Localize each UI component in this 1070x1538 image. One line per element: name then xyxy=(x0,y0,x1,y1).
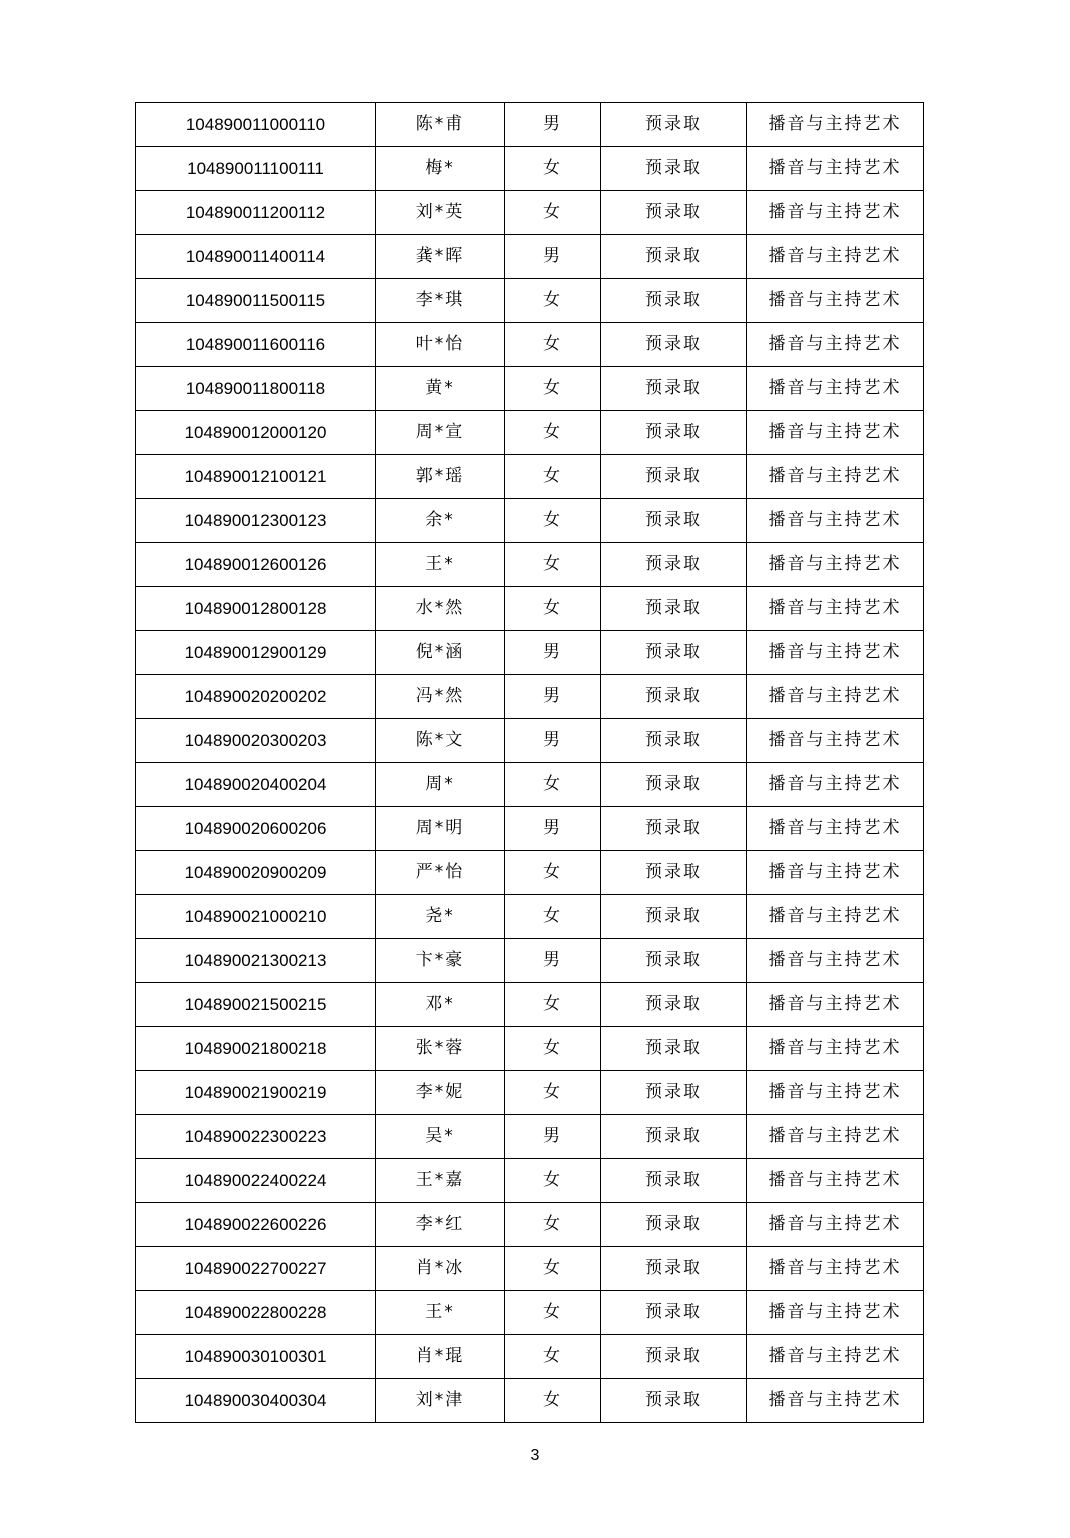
major-cell: 播音与主持艺术 xyxy=(747,1291,924,1335)
gender-cell: 女 xyxy=(505,851,601,895)
candidate-id-cell: 104890021000210 xyxy=(136,895,376,939)
major-cell: 播音与主持艺术 xyxy=(747,587,924,631)
table-row xyxy=(136,499,924,543)
table-row xyxy=(136,675,924,719)
admission-status-cell: 预录取 xyxy=(601,939,747,983)
admission-status-cell: 预录取 xyxy=(601,103,747,147)
candidate-name-cell: 倪*涵 xyxy=(376,631,505,675)
admission-status-cell: 预录取 xyxy=(601,1027,747,1071)
gender-cell: 男 xyxy=(505,103,601,147)
admission-status-cell: 预录取 xyxy=(601,631,747,675)
admission-status-cell: 预录取 xyxy=(601,587,747,631)
table-row xyxy=(136,455,924,499)
table-row xyxy=(136,1379,924,1423)
candidate-id-cell: 104890011800118 xyxy=(136,367,376,411)
admission-table-body xyxy=(136,103,924,1423)
table-row xyxy=(136,1203,924,1247)
table-row xyxy=(136,1027,924,1071)
gender-cell: 女 xyxy=(505,323,601,367)
candidate-id-cell: 104890011500115 xyxy=(136,279,376,323)
candidate-id-cell: 104890012100121 xyxy=(136,455,376,499)
gender-cell: 女 xyxy=(505,1291,601,1335)
gender-cell: 男 xyxy=(505,807,601,851)
gender-cell: 男 xyxy=(505,1115,601,1159)
admission-status-cell: 预录取 xyxy=(601,235,747,279)
candidate-id-cell: 104890020900209 xyxy=(136,851,376,895)
table-row xyxy=(136,1159,924,1203)
major-cell: 播音与主持艺术 xyxy=(747,1115,924,1159)
candidate-id-cell: 104890011400114 xyxy=(136,235,376,279)
gender-cell: 女 xyxy=(505,1247,601,1291)
candidate-name-cell: 肖*琨 xyxy=(376,1335,505,1379)
table-row xyxy=(136,279,924,323)
candidate-name-cell: 周* xyxy=(376,763,505,807)
table-row xyxy=(136,367,924,411)
major-cell: 播音与主持艺术 xyxy=(747,983,924,1027)
table-row xyxy=(136,191,924,235)
candidate-name-cell: 周*明 xyxy=(376,807,505,851)
candidate-name-cell: 陈*文 xyxy=(376,719,505,763)
gender-cell: 女 xyxy=(505,455,601,499)
major-cell: 播音与主持艺术 xyxy=(747,1203,924,1247)
gender-cell: 女 xyxy=(505,983,601,1027)
candidate-name-cell: 黄* xyxy=(376,367,505,411)
gender-cell: 女 xyxy=(505,895,601,939)
major-cell: 播音与主持艺术 xyxy=(747,719,924,763)
major-cell: 播音与主持艺术 xyxy=(747,1247,924,1291)
major-cell: 播音与主持艺术 xyxy=(747,1071,924,1115)
admission-status-cell: 预录取 xyxy=(601,1291,747,1335)
admission-status-cell: 预录取 xyxy=(601,191,747,235)
candidate-name-cell: 郭*瑶 xyxy=(376,455,505,499)
candidate-id-cell: 104890022600226 xyxy=(136,1203,376,1247)
admission-status-cell: 预录取 xyxy=(601,1115,747,1159)
major-cell: 播音与主持艺术 xyxy=(747,1335,924,1379)
candidate-name-cell: 王*嘉 xyxy=(376,1159,505,1203)
major-cell: 播音与主持艺术 xyxy=(747,1379,924,1423)
candidate-name-cell: 梅* xyxy=(376,147,505,191)
major-cell: 播音与主持艺术 xyxy=(747,675,924,719)
gender-cell: 女 xyxy=(505,367,601,411)
gender-cell: 女 xyxy=(505,587,601,631)
table-row xyxy=(136,323,924,367)
table-row xyxy=(136,631,924,675)
candidate-name-cell: 周*宣 xyxy=(376,411,505,455)
gender-cell: 男 xyxy=(505,675,601,719)
admission-status-cell: 预录取 xyxy=(601,1379,747,1423)
candidate-name-cell: 叶*怡 xyxy=(376,323,505,367)
admission-status-cell: 预录取 xyxy=(601,851,747,895)
gender-cell: 女 xyxy=(505,763,601,807)
admission-status-cell: 预录取 xyxy=(601,279,747,323)
major-cell: 播音与主持艺术 xyxy=(747,191,924,235)
gender-cell: 女 xyxy=(505,1071,601,1115)
table-row xyxy=(136,939,924,983)
admission-status-cell: 预录取 xyxy=(601,983,747,1027)
candidate-name-cell: 陈*甫 xyxy=(376,103,505,147)
admission-table xyxy=(135,102,924,1423)
table-row xyxy=(136,1247,924,1291)
candidate-id-cell: 104890011000110 xyxy=(136,103,376,147)
candidate-name-cell: 王* xyxy=(376,543,505,587)
table-row xyxy=(136,763,924,807)
candidate-name-cell: 严*怡 xyxy=(376,851,505,895)
candidate-id-cell: 104890022400224 xyxy=(136,1159,376,1203)
candidate-name-cell: 王* xyxy=(376,1291,505,1335)
admission-status-cell: 预录取 xyxy=(601,1071,747,1115)
candidate-id-cell: 104890020300203 xyxy=(136,719,376,763)
gender-cell: 女 xyxy=(505,147,601,191)
candidate-id-cell: 104890022800228 xyxy=(136,1291,376,1335)
candidate-name-cell: 张*蓉 xyxy=(376,1027,505,1071)
candidate-id-cell: 104890022300223 xyxy=(136,1115,376,1159)
admission-status-cell: 预录取 xyxy=(601,719,747,763)
candidate-id-cell: 104890012300123 xyxy=(136,499,376,543)
table-row xyxy=(136,587,924,631)
candidate-name-cell: 肖*冰 xyxy=(376,1247,505,1291)
major-cell: 播音与主持艺术 xyxy=(747,1027,924,1071)
table-row xyxy=(136,807,924,851)
major-cell: 播音与主持艺术 xyxy=(747,851,924,895)
candidate-id-cell: 104890021800218 xyxy=(136,1027,376,1071)
gender-cell: 男 xyxy=(505,631,601,675)
gender-cell: 女 xyxy=(505,1027,601,1071)
candidate-id-cell: 104890012000120 xyxy=(136,411,376,455)
gender-cell: 女 xyxy=(505,543,601,587)
table-row xyxy=(136,895,924,939)
major-cell: 播音与主持艺术 xyxy=(747,103,924,147)
table-row xyxy=(136,983,924,1027)
candidate-name-cell: 刘*津 xyxy=(376,1379,505,1423)
candidate-id-cell: 104890021500215 xyxy=(136,983,376,1027)
table-row xyxy=(136,147,924,191)
candidate-name-cell: 余* xyxy=(376,499,505,543)
major-cell: 播音与主持艺术 xyxy=(747,367,924,411)
admission-status-cell: 预录取 xyxy=(601,455,747,499)
gender-cell: 男 xyxy=(505,235,601,279)
major-cell: 播音与主持艺术 xyxy=(747,499,924,543)
gender-cell: 女 xyxy=(505,499,601,543)
table-row xyxy=(136,1115,924,1159)
table-row xyxy=(136,1071,924,1115)
admission-status-cell: 预录取 xyxy=(601,323,747,367)
candidate-id-cell: 104890020200202 xyxy=(136,675,376,719)
admission-status-cell: 预录取 xyxy=(601,1159,747,1203)
gender-cell: 女 xyxy=(505,279,601,323)
major-cell: 播音与主持艺术 xyxy=(747,279,924,323)
major-cell: 播音与主持艺术 xyxy=(747,763,924,807)
admission-status-cell: 预录取 xyxy=(601,807,747,851)
major-cell: 播音与主持艺术 xyxy=(747,939,924,983)
candidate-id-cell: 104890012600126 xyxy=(136,543,376,587)
candidate-id-cell: 104890011600116 xyxy=(136,323,376,367)
admission-status-cell: 预录取 xyxy=(601,675,747,719)
admission-status-cell: 预录取 xyxy=(601,895,747,939)
major-cell: 播音与主持艺术 xyxy=(747,807,924,851)
candidate-id-cell: 104890011200112 xyxy=(136,191,376,235)
gender-cell: 男 xyxy=(505,719,601,763)
candidate-id-cell: 104890022700227 xyxy=(136,1247,376,1291)
candidate-id-cell: 104890012800128 xyxy=(136,587,376,631)
admission-status-cell: 预录取 xyxy=(601,1203,747,1247)
gender-cell: 女 xyxy=(505,1335,601,1379)
table-row xyxy=(136,1291,924,1335)
major-cell: 播音与主持艺术 xyxy=(747,631,924,675)
candidate-name-cell: 刘*英 xyxy=(376,191,505,235)
admission-status-cell: 预录取 xyxy=(601,367,747,411)
candidate-name-cell: 尧* xyxy=(376,895,505,939)
table-row xyxy=(136,411,924,455)
candidate-id-cell: 104890030400304 xyxy=(136,1379,376,1423)
major-cell: 播音与主持艺术 xyxy=(747,455,924,499)
major-cell: 播音与主持艺术 xyxy=(747,411,924,455)
candidate-id-cell: 104890021900219 xyxy=(136,1071,376,1115)
candidate-name-cell: 李*红 xyxy=(376,1203,505,1247)
gender-cell: 女 xyxy=(505,411,601,455)
major-cell: 播音与主持艺术 xyxy=(747,543,924,587)
page-number: 3 xyxy=(530,1447,540,1464)
admission-status-cell: 预录取 xyxy=(601,499,747,543)
gender-cell: 男 xyxy=(505,939,601,983)
candidate-id-cell: 104890012900129 xyxy=(136,631,376,675)
candidate-id-cell: 104890021300213 xyxy=(136,939,376,983)
admission-status-cell: 预录取 xyxy=(601,147,747,191)
admission-status-cell: 预录取 xyxy=(601,1247,747,1291)
admission-status-cell: 预录取 xyxy=(601,411,747,455)
gender-cell: 女 xyxy=(505,1379,601,1423)
candidate-name-cell: 李*琪 xyxy=(376,279,505,323)
candidate-name-cell: 水*然 xyxy=(376,587,505,631)
candidate-id-cell: 104890020400204 xyxy=(136,763,376,807)
table-row xyxy=(136,235,924,279)
candidate-id-cell: 104890020600206 xyxy=(136,807,376,851)
candidate-name-cell: 龚*晖 xyxy=(376,235,505,279)
table-row xyxy=(136,543,924,587)
table-row xyxy=(136,103,924,147)
gender-cell: 女 xyxy=(505,191,601,235)
candidate-name-cell: 吴* xyxy=(376,1115,505,1159)
candidate-id-cell: 104890030100301 xyxy=(136,1335,376,1379)
candidate-name-cell: 冯*然 xyxy=(376,675,505,719)
table-row xyxy=(136,1335,924,1379)
admission-status-cell: 预录取 xyxy=(601,763,747,807)
major-cell: 播音与主持艺术 xyxy=(747,147,924,191)
major-cell: 播音与主持艺术 xyxy=(747,323,924,367)
major-cell: 播音与主持艺术 xyxy=(747,895,924,939)
major-cell: 播音与主持艺术 xyxy=(747,1159,924,1203)
gender-cell: 女 xyxy=(505,1203,601,1247)
table-row xyxy=(136,851,924,895)
admission-status-cell: 预录取 xyxy=(601,1335,747,1379)
admission-status-cell: 预录取 xyxy=(601,543,747,587)
candidate-name-cell: 邓* xyxy=(376,983,505,1027)
major-cell: 播音与主持艺术 xyxy=(747,235,924,279)
candidate-name-cell: 李*妮 xyxy=(376,1071,505,1115)
candidate-name-cell: 卞*豪 xyxy=(376,939,505,983)
table-row xyxy=(136,719,924,763)
gender-cell: 女 xyxy=(505,1159,601,1203)
candidate-id-cell: 104890011100111 xyxy=(136,147,376,191)
